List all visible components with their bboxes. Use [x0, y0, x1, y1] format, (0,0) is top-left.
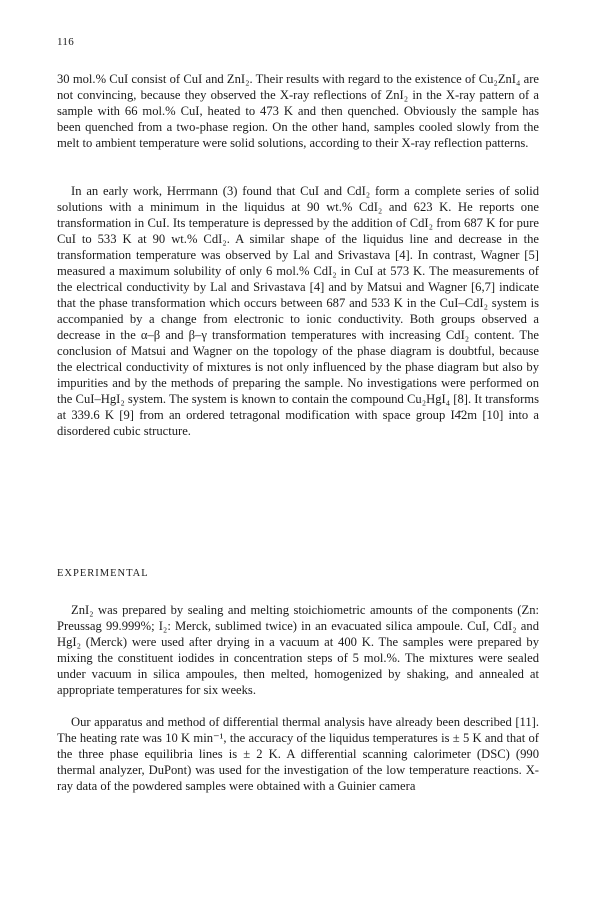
paragraph-text: ZnI₂ was prepared by sealing and melting stoichiometric amounts of the components (Zn: Preussag 99.999%; I₂: Merck, sublimed twice) in an evacuated silica ampoule. CuI, CdI₂ and HgI₂ (Merck) were used after drying in a vacuum at 400 K. The samples were prepared by mixing the constituent iodides in concentration steps of 5 mol.%. The mixtures were sealed under vacuum in silica ampoules, then melted, homogenized by shaking, and annealed at appropriate temperatures for six weeks. — [57, 603, 539, 697]
paragraph-preparation — [57, 602, 539, 698]
paragraph-apparatus — [57, 714, 539, 794]
paragraph-text: 30 mol.% CuI consist of CuI and ZnI₂. Their results with regard to the existence of Cu₂ZnI₄ are not convincing, because they observed the X-ray reflections of ZnI₂ in the X-ray pattern of a sample with 66 mol.% CuI, heated to 473 K and then quenched. Obviously the sample has been quenched from a two-phase region. On the other hand, samples cooled slowly from the melt to ambient temperature were solid solutions, according to their X-ray reflection patterns. — [57, 72, 539, 150]
paragraph-herrmann — [57, 183, 539, 439]
paragraph-text: Our apparatus and method of differential thermal analysis have already been described [11]. The heating rate was 10 K min⁻¹, the accuracy of the liquidus temperatures is ± 5 K and that of the three phase equilibria lines is ± 2 K. A differential scanning calorimeter (DSC) (990 thermal analyzer, DuPont) was used for the investigation of the low temperature reactions. X-ray data of the powdered samples were obtained with a Guinier camera — [57, 715, 539, 793]
page-number: 116 — [57, 36, 74, 48]
section-heading-experimental: EXPERIMENTAL — [57, 568, 149, 579]
paragraph-text: In an early work, Herrmann (3) found that CuI and CdI₂ form a complete series of solid solutions with a minimum in the liquidus at 90 wt.% CdI₂ and 623 K. He reports one transformation in CuI. Its temperature is depressed by the addition of CdI₂ from 687 K for pure CuI to 533 K at 90 wt.% CdI₂. A similar shape of the liquidus line and decrease in the transformation temperature was observed by Lal and Srivastava [4]. In contrast, Wagner [5] measured a maximum solubility of only 6 mol.% CdI₂ in CuI at 573 K. The measurements of the electrical conductivity by Lal and Srivastava [4] and by Matsui and Wagner [6,7] indicate that the phase transformation which occurs between 687 and 533 K in the CuI–CdI₂ system is accompanied by a change from electronic to ionic conductivity. Both groups observed a decrease in the α–β and β–γ transformation temperatures with increasing CdI₂ content. The conclusion of Matsui and Wagner on the topology of the phase diagram is doubtful, because the electrical conductivity of mixtures is not only influenced by the phase diagram but also by impurities and by the methods of preparing the sample. No investigations were performed on the CuI–HgI₂ system. The system is known to contain the compound Cu₂HgI₄ [8]. It transforms at 339.6 K [9] from an ordered tetragonal modification with space group I4̄2m [10] into a disordered cubic structure. — [57, 184, 539, 438]
paragraph-continued — [57, 71, 539, 151]
